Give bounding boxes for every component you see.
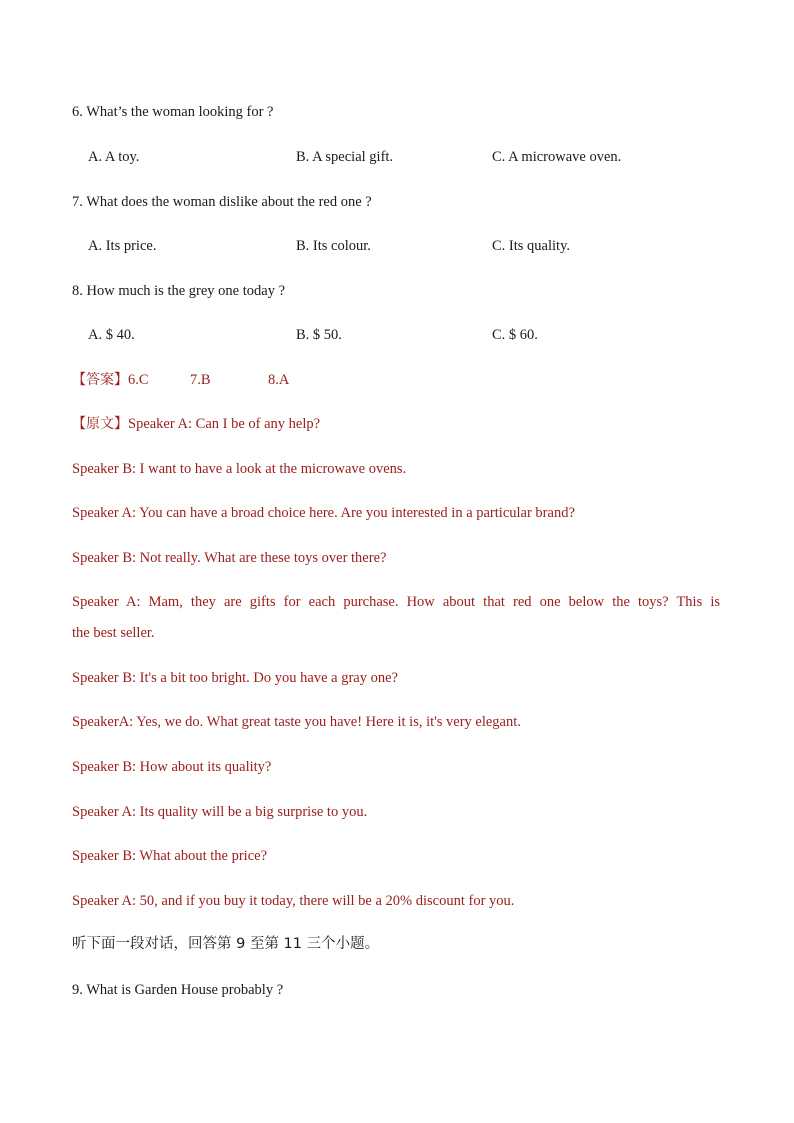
question-8-option-b: B. $ 50.	[296, 327, 342, 343]
section-instruction: 听下面一段对话，回答第 9 至第 11 三个小题。	[72, 936, 380, 952]
question-7-option-b: B. Its colour.	[296, 238, 371, 254]
transcript-first-line	[72, 415, 320, 433]
transcript-line: Speaker B: What about the price?	[72, 848, 268, 864]
question-6-option-c: C. A microwave oven.	[492, 149, 622, 165]
question-7-option-a: A. Its price.	[88, 238, 157, 254]
question-7-option-c: C. Its quality.	[492, 238, 571, 254]
transcript-line: Speaker A: 50, and if you buy it today, there will be a 20% discount for you.	[72, 893, 515, 909]
answer-item: 6.C	[128, 372, 149, 388]
question-6-option-a: A. A toy.	[88, 149, 140, 165]
transcript-line: Speaker A: Can I be of any help?	[128, 416, 321, 432]
answer-item: 8.A	[268, 372, 290, 388]
transcript-line: the best seller.	[72, 625, 155, 641]
transcript-label: 【原文】	[72, 416, 128, 432]
question-7-stem: 7. What does the woman dislike about the red one ?	[72, 194, 372, 210]
answer-label: 【答案】	[72, 372, 128, 388]
transcript-line: SpeakerA: Yes, we do. What great taste you have! Here it is, it's very elegant.	[72, 714, 521, 730]
question-6-option-b: B. A special gift.	[296, 149, 394, 165]
transcript-line: Speaker B: It's a bit too bright. Do you have a gray one?	[72, 670, 398, 686]
transcript-line: Speaker A: You can have a broad choice here. Are you interested in a particular brand?	[72, 505, 575, 521]
transcript-line: Speaker A: Mam, they are gifts for each purchase. How about that red one below the toys? This is	[72, 594, 720, 610]
question-6-stem: 6. What’s the woman looking for ?	[72, 104, 274, 120]
transcript-line: Speaker B: I want to have a look at the microwave ovens.	[72, 461, 407, 477]
answer-item: 7.B	[190, 372, 211, 388]
question-9-stem: 9. What is Garden House probably ?	[72, 982, 284, 998]
question-8-option-c: C. $ 60.	[492, 327, 538, 343]
question-8-stem: 8. How much is the grey one today ?	[72, 283, 286, 299]
transcript-line: Speaker A: Its quality will be a big surprise to you.	[72, 804, 368, 820]
question-8-option-a: A. $ 40.	[88, 327, 135, 343]
transcript-line: Speaker B: How about its quality?	[72, 759, 272, 775]
transcript-line: Speaker B: Not really. What are these toys over there?	[72, 550, 387, 566]
answer-key	[72, 371, 289, 389]
